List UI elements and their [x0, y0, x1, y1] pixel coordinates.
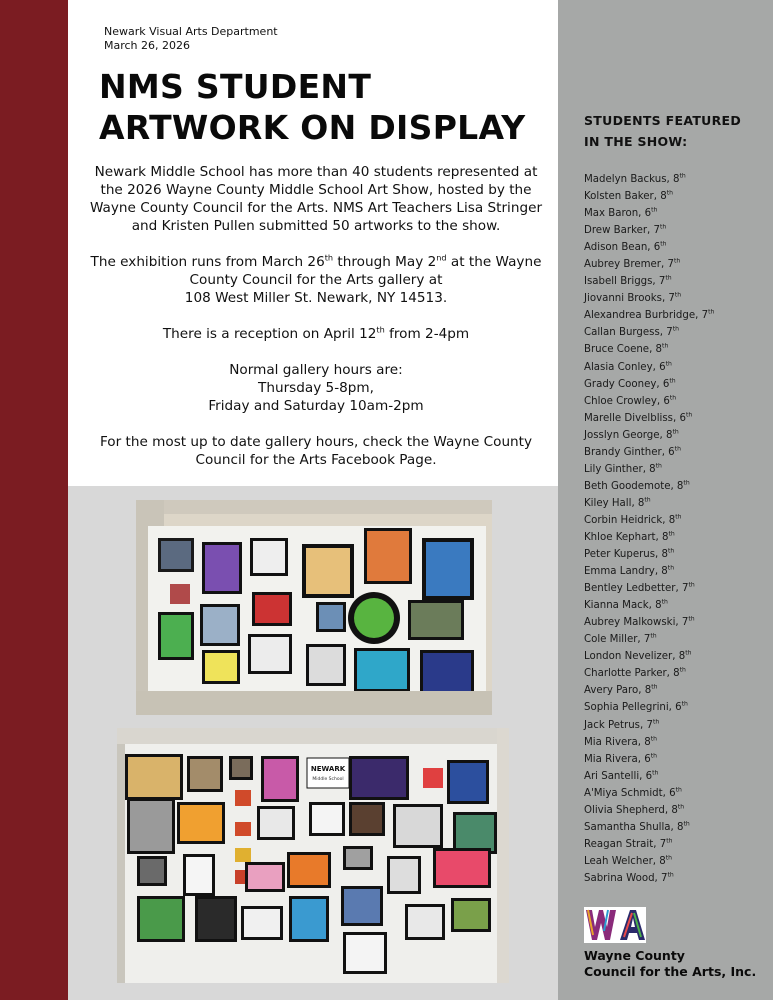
- gallery-hours-paragraph: Normal gallery hours are: Thursday 5-8pm, Friday and Saturday 10am-2pm: [208, 362, 424, 414]
- list-item: Mia Rivera, 6th: [584, 752, 657, 765]
- list-item: Emma Landry, 8th: [584, 564, 675, 578]
- gallery-photo-2-image: [117, 728, 509, 983]
- wayne-county-logo: [584, 907, 646, 943]
- list-item: Corbin Heidrick, 8th: [584, 513, 682, 526]
- reception-paragraph: There is a reception on April 12th from 2-4pm: [162, 324, 470, 342]
- board-sign-title: NEWARK: [310, 765, 346, 773]
- announcement-body: [82, 163, 550, 487]
- list-item: Chloe Crowley, 6th: [584, 394, 677, 407]
- exhibition-paragraph: The exhibition runs from March 26th through May 2nd at the Wayne County Council for the Arts gallery at 108 West Miller St. Newark, NY 14513.: [90, 252, 542, 306]
- list-item: Charlotte Parker, 8th: [584, 666, 686, 680]
- list-item: Callan Burgess, 7th: [584, 326, 679, 339]
- list-item: Sabrina Wood, 7th: [584, 871, 674, 884]
- list-item: Kolsten Baker, 8th: [584, 189, 673, 203]
- list-item: Olivia Shepherd, 8th: [584, 803, 685, 816]
- list-item: Beth Goodemote, 8th: [584, 479, 690, 492]
- list-item: Drew Barker, 7th: [584, 223, 667, 237]
- board-sign-subtitle: Middle School: [312, 777, 344, 782]
- facebook-paragraph: For the most up to date gallery hours, check the Wayne County Council for the Arts Facebook Page.: [99, 434, 533, 468]
- gallery-photo-1-image: [136, 500, 492, 715]
- intro-paragraph: Newark Middle School has more than 40 students represented at the 2026 Wayne County Middle School Art Show, hosted by the Wayne County Council for the Arts. NMS Art Teachers Lisa Stringer and Kristen Pullen submitted 50 artworks to the show.: [89, 164, 543, 234]
- organization-name-line-2: Council for the Arts, Inc.: [584, 964, 757, 979]
- list-item: Sophia Pellegrini, 6th: [584, 701, 688, 714]
- list-item: Bentley Ledbetter, 7th: [584, 581, 695, 595]
- title-line-1: NMS STUDENT: [99, 67, 372, 106]
- wayne-county-logo-mark: [584, 907, 646, 943]
- gallery-photo-2: [117, 728, 509, 983]
- students-heading: [584, 110, 764, 152]
- list-item: Avery Paro, 8th: [584, 684, 658, 697]
- list-item: Marelle Divelbliss, 6th: [584, 411, 693, 424]
- header-meta: [104, 25, 278, 53]
- list-item: Reagan Strait, 7th: [584, 837, 673, 850]
- list-item: Leah Welcher, 8th: [584, 854, 673, 867]
- list-item: Grady Cooney, 6th: [584, 377, 676, 390]
- list-item: Kiley Hall, 8th: [584, 496, 651, 509]
- list-item: Adison Bean, 6th: [584, 240, 667, 254]
- list-item: Ari Santelli, 6th: [584, 769, 659, 782]
- list-item: Alasia Conley, 6th: [584, 360, 672, 373]
- students-heading-line-1: STUDENTS FEATURED: [584, 113, 742, 128]
- list-item: Peter Kuperus, 8th: [584, 547, 675, 561]
- left-accent-bar: [0, 0, 68, 1000]
- students-list: [584, 171, 714, 887]
- list-item: A'Miya Schmidt, 6th: [584, 786, 682, 799]
- list-item: Alexandrea Burbridge, 7th: [584, 308, 715, 322]
- list-item: Cole Miller, 7th: [584, 632, 657, 646]
- list-item: Mia Rivera, 8th: [584, 735, 657, 748]
- list-item: Madelyn Backus, 8th: [584, 172, 686, 185]
- title-line-2: ARTWORK ON DISPLAY: [99, 108, 526, 147]
- list-item: Max Baron, 6th: [584, 206, 658, 220]
- list-item: London Nevelizer, 8th: [584, 649, 692, 663]
- organization-name-line-1: Wayne County: [584, 948, 685, 963]
- page-title: [99, 66, 539, 148]
- gallery-photo-1: [136, 500, 492, 715]
- list-item: Kianna Mack, 8th: [584, 598, 668, 612]
- list-item: Isabell Briggs, 7th: [584, 274, 672, 288]
- students-heading-line-2: IN THE SHOW:: [584, 134, 688, 149]
- department-name: Newark Visual Arts Department: [104, 25, 278, 38]
- flyer-date: March 26, 2026: [104, 39, 191, 52]
- list-item: Jack Petrus, 7th: [584, 718, 660, 731]
- list-item: Lily Ginther, 8th: [584, 462, 662, 475]
- list-item: Jiovanni Brooks, 7th: [584, 291, 682, 305]
- list-item: Bruce Coene, 8th: [584, 343, 669, 356]
- list-item: Khloe Kephart, 8th: [584, 530, 675, 543]
- list-item: Brandy Ginther, 6th: [584, 445, 681, 458]
- list-item: Aubrey Malkowski, 7th: [584, 615, 695, 629]
- list-item: Samantha Shulla, 8th: [584, 820, 690, 833]
- organization-name: [584, 948, 769, 980]
- list-item: Josslyn George, 8th: [584, 428, 679, 441]
- list-item: Aubrey Bremer, 7th: [584, 257, 681, 271]
